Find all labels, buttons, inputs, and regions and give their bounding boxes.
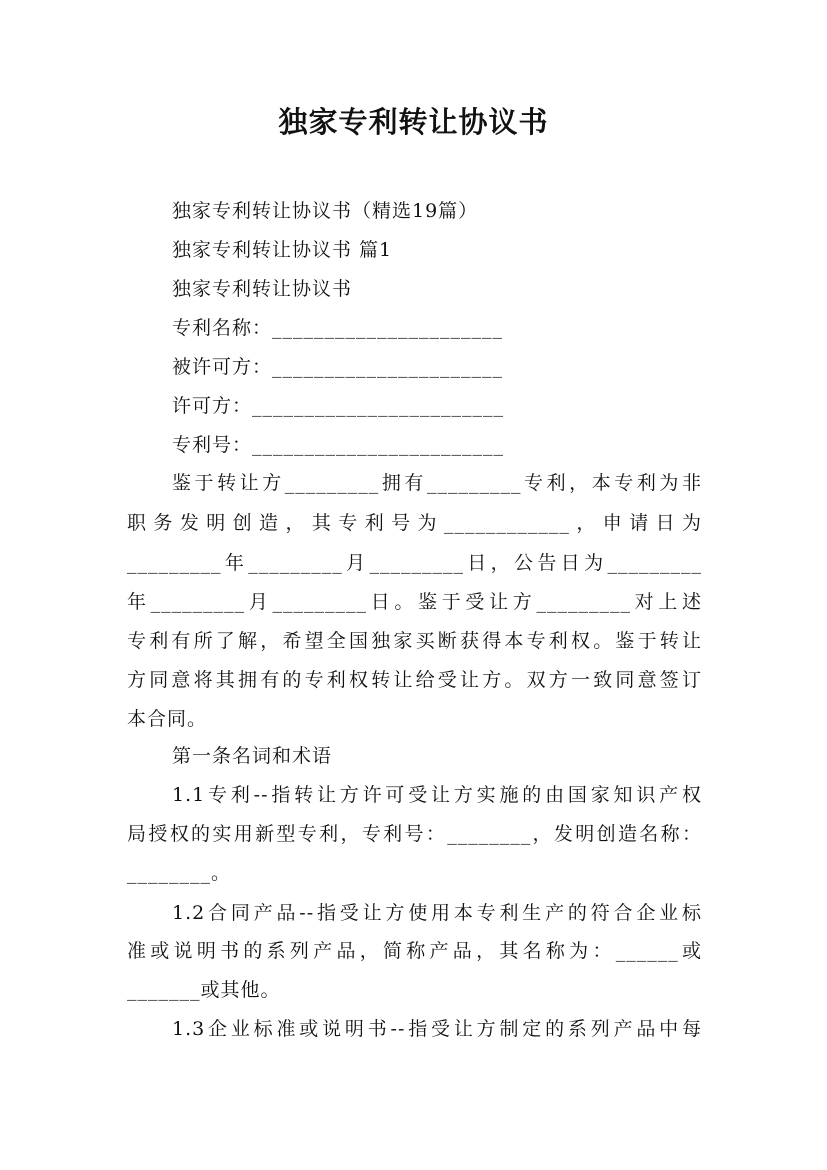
- field-licensor: 许可方：________________________: [172, 395, 505, 417]
- clause-line: 1.2合同产品--指受让方使用本专利生产的符合企业标: [172, 902, 702, 924]
- document-title: 独家专利转让协议书: [278, 105, 549, 139]
- clause-line: 1.1专利--指转让方许可受让方实施的由国家知识产权: [172, 784, 702, 806]
- body-paragraph-line: _________年_________月_________日，公告日为_________: [127, 552, 702, 574]
- body-paragraph-line: 本合同。: [127, 708, 208, 730]
- agreement-heading: 独家专利转让协议书: [172, 278, 353, 300]
- section-heading: 第一条名词和术语: [172, 745, 333, 767]
- subtitle-line: 独家专利转让协议书（精选19篇）: [172, 200, 479, 222]
- body-paragraph-line: 鉴于转让方_________拥有_________专利，本专利为非: [172, 472, 702, 494]
- clause-line: ________。: [127, 862, 232, 884]
- field-patent-name: 专利名称：______________________: [172, 317, 504, 339]
- clause-line: 1.3企业标准或说明书--指受让方制定的系列产品中每: [172, 1018, 702, 1040]
- clause-line: 准或说明书的系列产品，简称产品，其名称为：______或: [127, 940, 702, 962]
- body-paragraph-line: 专利有所了解，希望全国独家买断获得本专利权。鉴于转让: [127, 630, 702, 652]
- clause-line: _______或其他。: [127, 979, 281, 1001]
- field-patent-number: 专利号：________________________: [172, 434, 505, 456]
- body-paragraph-line: 职务发明创造，其专利号为____________，申请日为: [127, 512, 702, 534]
- field-licensee: 被许可方：______________________: [172, 356, 504, 378]
- clause-line: 局授权的实用新型专利，专利号：________，发明创造名称：: [127, 823, 702, 845]
- chapter-heading: 独家专利转让协议书 篇1: [172, 239, 393, 261]
- body-paragraph-line: 方同意将其拥有的专利权转让给受让方。双方一致同意签订: [127, 669, 702, 691]
- body-paragraph-line: 年_________月_________日。鉴于受让方_________对上述: [127, 591, 702, 613]
